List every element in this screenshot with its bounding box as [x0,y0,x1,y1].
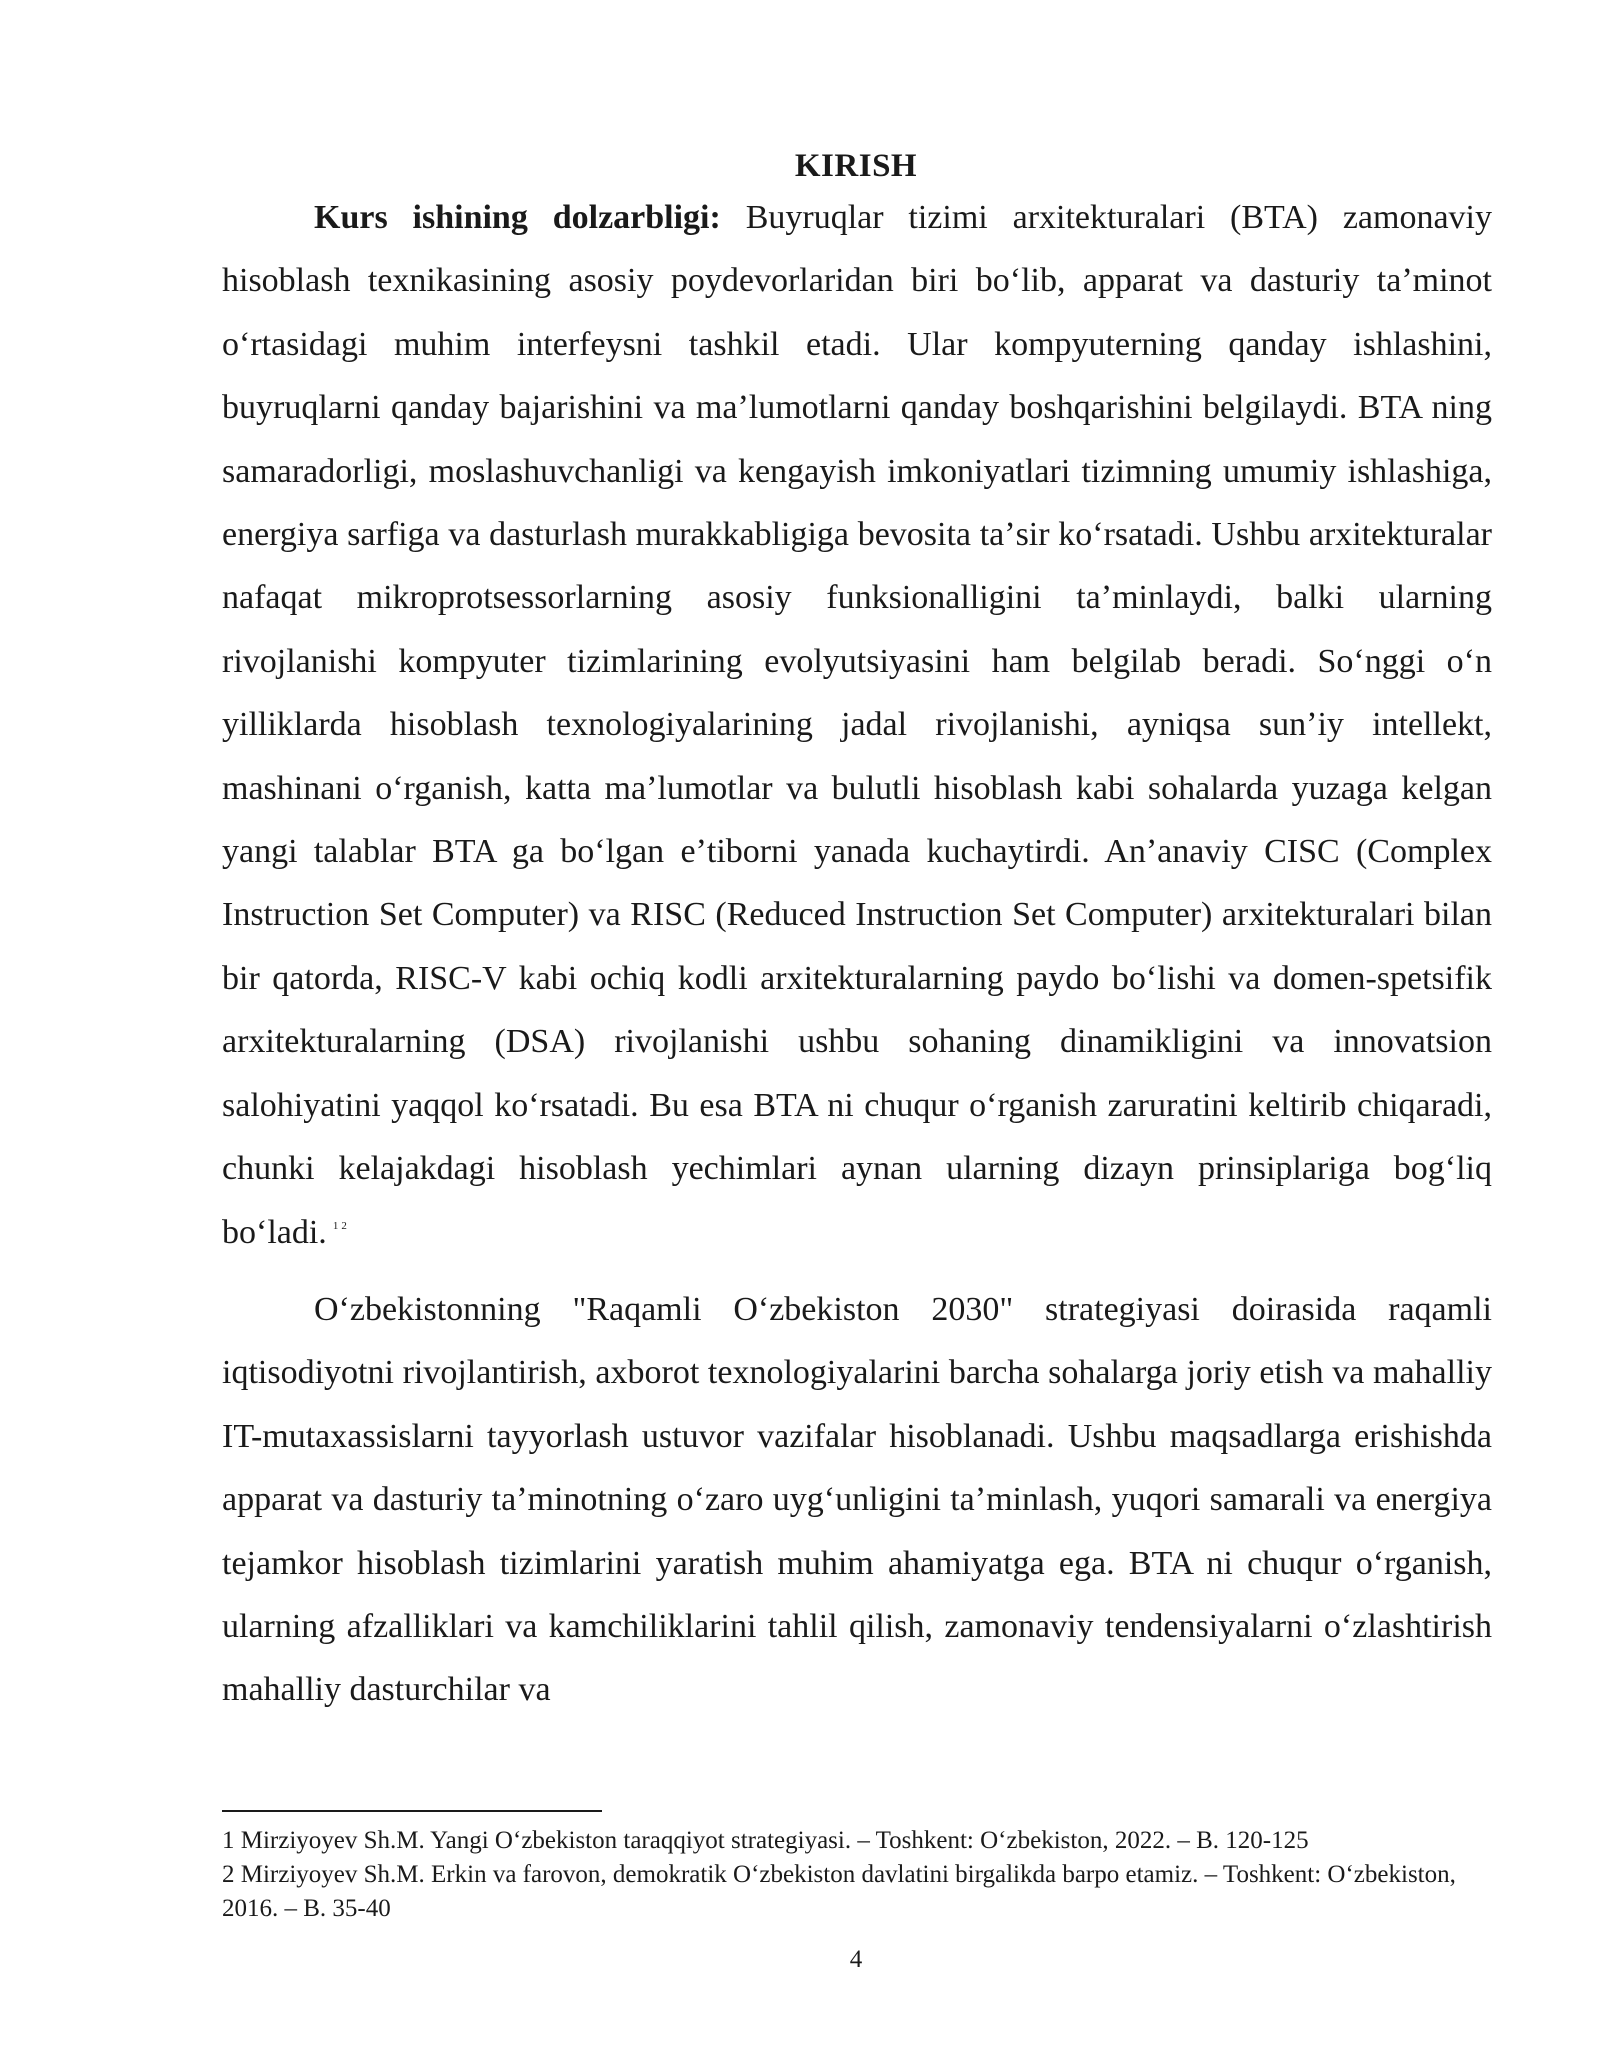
body-text [222,186,1492,1722]
paragraph-strategy: Oʻzbekistonning "Raqamli Oʻzbekiston 2030" strategiyasi doirasida raqamli iqtisodiyotni rivojlantirish, axborot texnologiyalarini barcha sohalarga joriy etish va mahalliy IT-mutaxassislarni tayyorlash ustuvor vazifalar hisoblanadi. Ushbu maqsadlarga erishishda apparat va dasturiy taʼminotning oʻzaro uygʻunligini taʼminlash, yuqori samarali va energiya tejamkor hisoblash tizimlarini yaratish muhim ahamiyatga ega. BTA ni chuqur oʻrganish, ularning afzalliklari va kamchiliklarini tahlil qilish, zamonaviy tendensiyalarni oʻzlashtirish mahalliy dasturchilar va [222,1290,1492,1709]
footnote-number: 2 [222,1861,235,1888]
footnote-number: 1 [222,1827,235,1854]
footnote-1 [222,1824,1502,1858]
footnote-text: Mirziyoyev Sh.M. Yangi Oʻzbekiston taraqqiyot strategiyasi. – Toshkent: Oʻzbekiston, 2022. – B. 120-125 [240,1827,1309,1854]
footnote-2 [222,1858,1502,1926]
footnotes [222,1824,1502,1926]
paragraph-text: Buyruqlar tizimi arxitekturalari (BTA) zamonaviy hisoblash texnikasining asosiy poydevorlaridan biri boʻlib, apparat va dasturiy taʼminot oʻrtasidagi muhim interfeysni tashkil etadi. Ular kompyuterning qanday ishlashini, buyruqlarni qanday bajarishini va maʼlumotlarni qanday boshqarishini belgilaydi. BTA ning samaradorligi, moslashuvchanligi va kengayish imkoniyatlari tizimning umumiy ishlashiga, energiya sarfiga va dasturlash murakkabligiga bevosita taʼsir koʻrsatadi. Ushbu arxitekturalar nafaqat mikroprotsessorlarning asosiy funksionalligini taʼminlaydi, balki ularning rivojlanishi kompyuter tizimlarining evolyutsiyasini ham belgilab beradi. Soʻnggi oʻn yilliklarda hisoblash texnologiyalarining jadal rivojlanishi, ayniqsa sunʼiy intellekt, mashinani oʻrganish, katta maʼlumotlar va bulutli hisoblash kabi sohalarda yuzaga kelgan yangi talablar BTA ga boʻlgan eʼtiborni yanada kuchaytirdi. Anʼanaviy CISC (Complex Instruction Set Computer) va RISC (Reduced Instruction Set Computer) arxitekturalari bilan bir qatorda, RISC-V kabi ochiq kodli arxitekturalarning paydo boʻlishi va domen-spetsifik arxitekturalarning (DSA) rivojlanishi ushbu sohaning dinamikligini va innovatsion salohiyatini yaqqol koʻrsatadi. Bu esa BTA ni chuqur oʻrganish zaruratini keltirib chiqaradi, chunki kelajakdagi hisoblash yechimlari aynan ularning dizayn prinsiplariga bogʻliq boʻladi. [222,199,1492,1251]
paragraph-relevance [222,186,1492,1264]
section-heading: KIRISH [794,148,918,184]
footnote-text: Mirziyoyev Sh.M. Erkin va farovon, demokratik Oʻzbekiston davlatini birgalikda barpo etamiz. – Toshkent: Oʻzbekiston, 2016. – B. 35-40 [222,1861,1456,1922]
footnote-references [333,1220,347,1232]
footnote-separator [222,1810,602,1812]
page-number: 4 [849,1946,863,1973]
footnote-ref-2[interactable]: 2 [341,1219,347,1232]
footnote-ref-1[interactable]: 1 [332,1219,339,1232]
paragraph-lead: Kurs ishining dolzarbligi: [314,199,721,236]
